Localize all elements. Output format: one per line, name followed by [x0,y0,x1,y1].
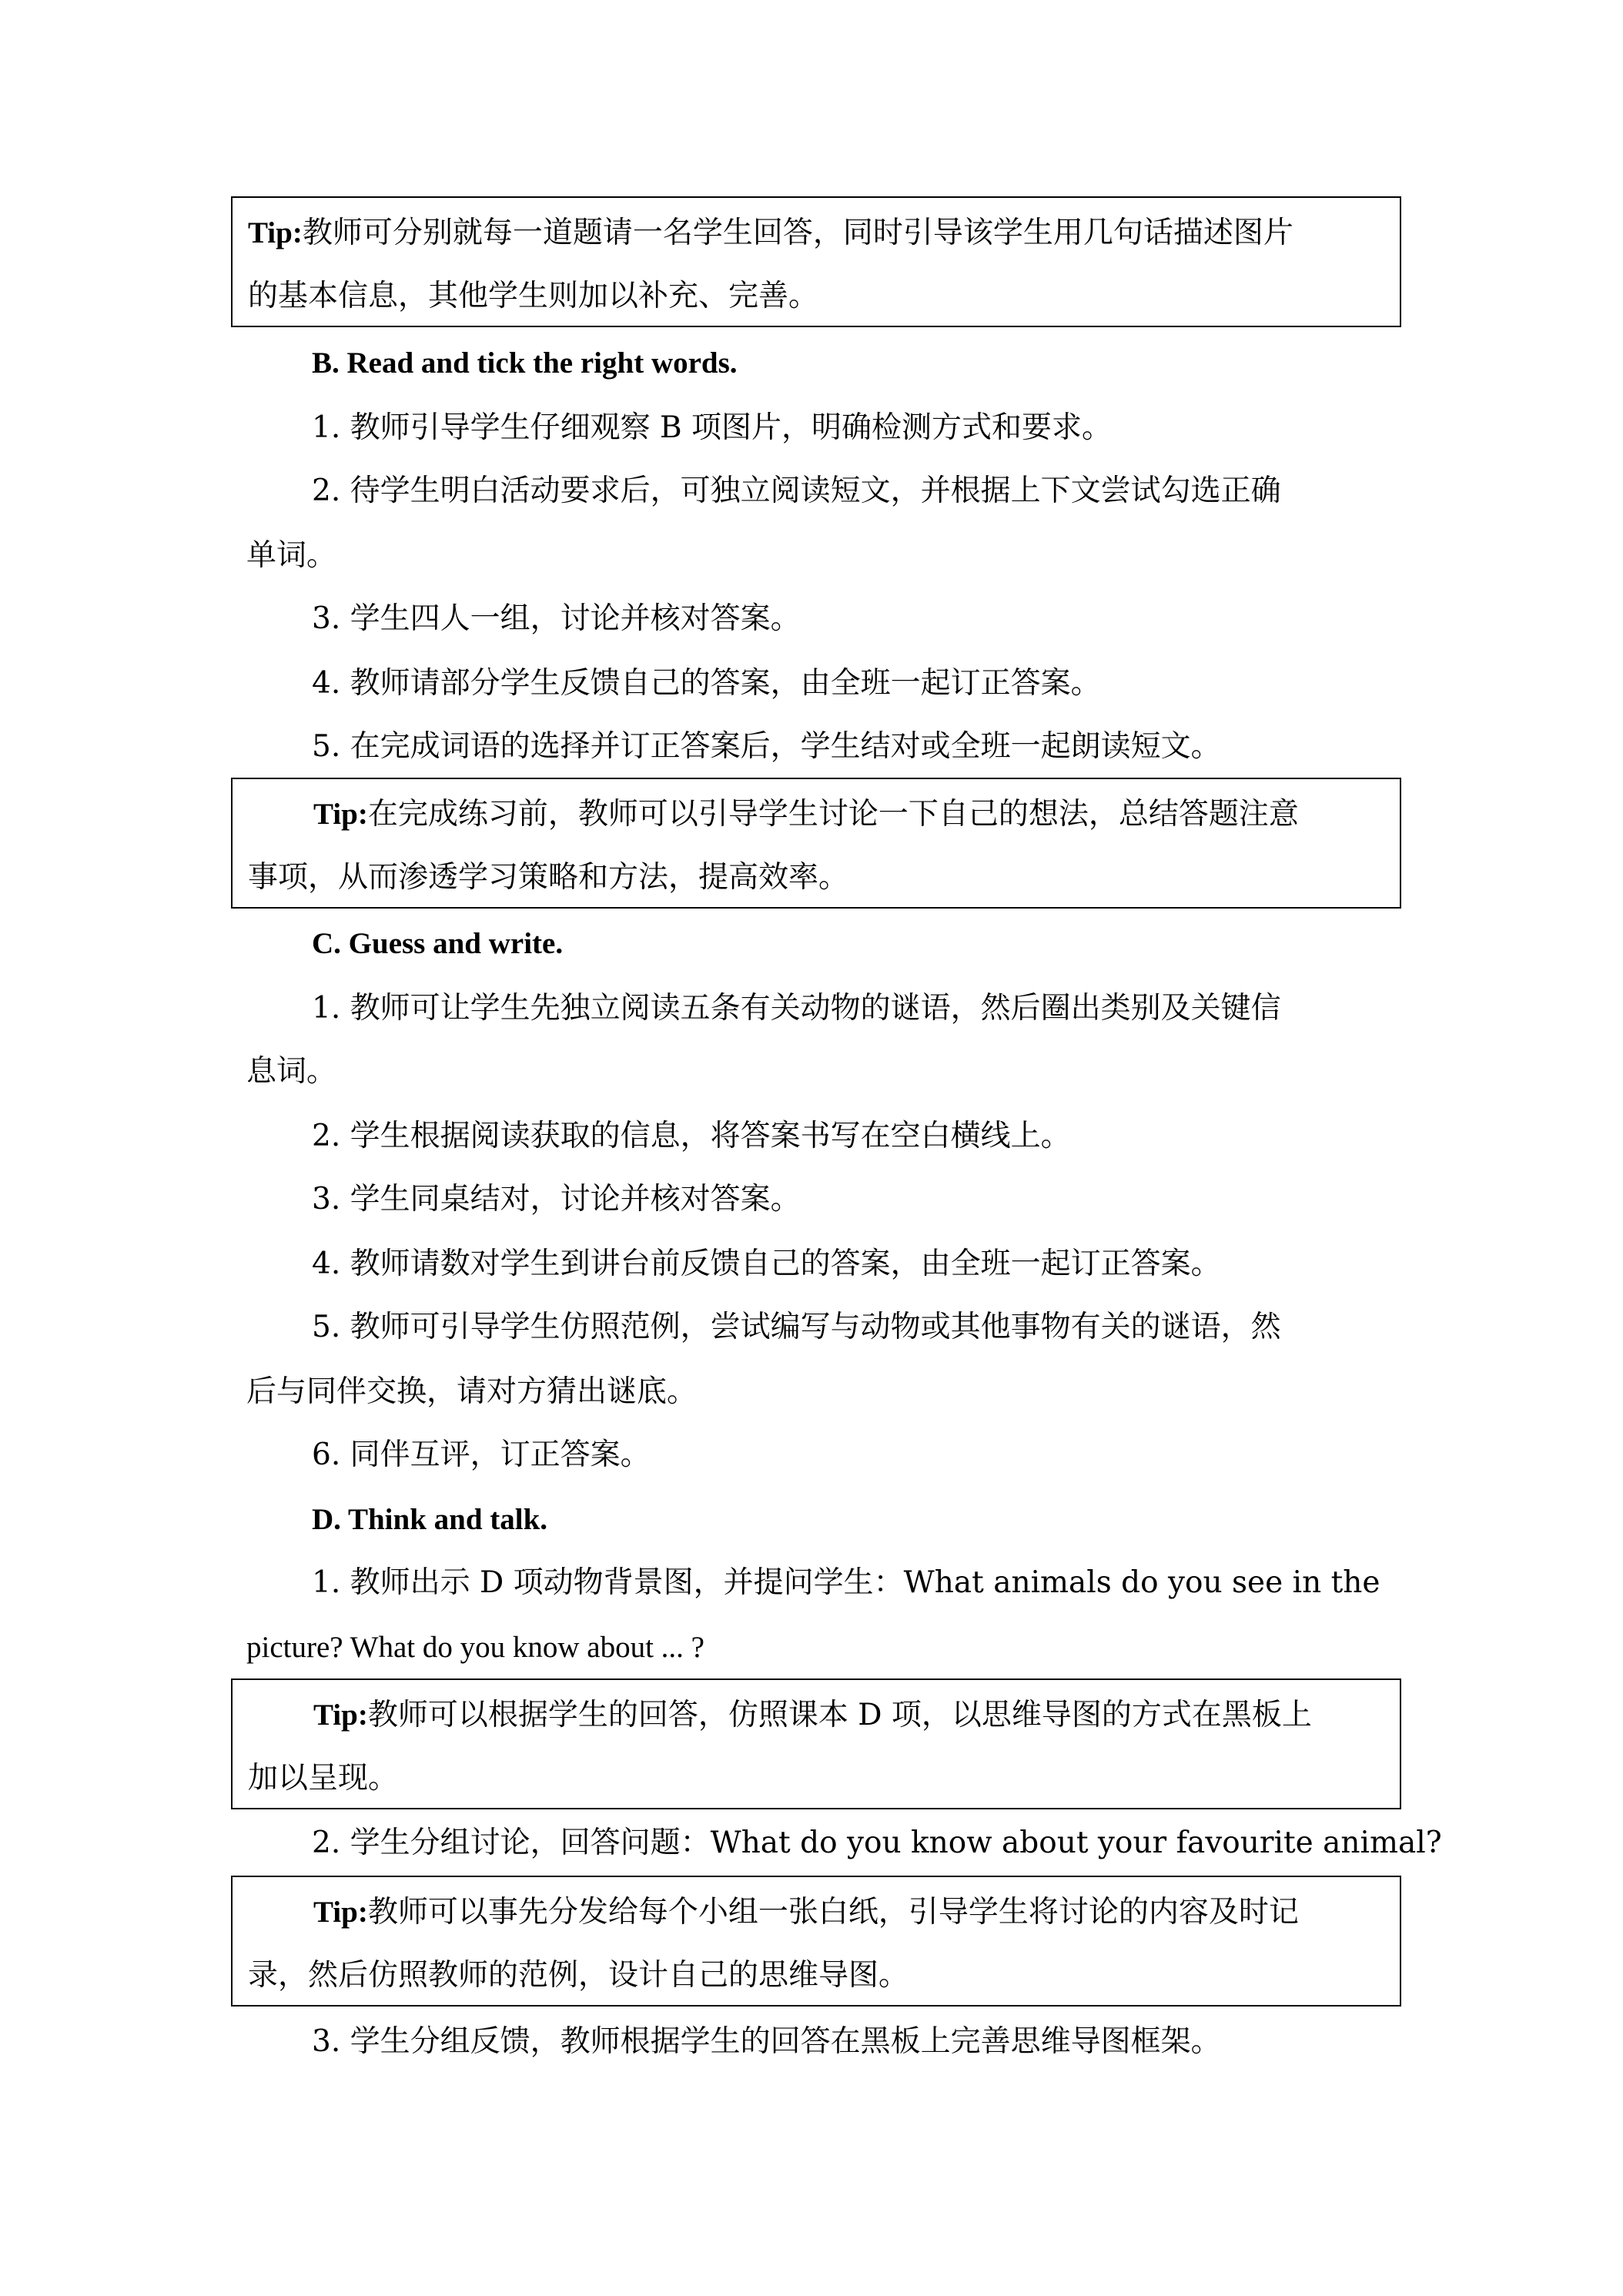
tip-4-line-1 [313,1894,1453,1931]
section-c-step-2: 2. 学生根据阅读获取的信息，将答案书写在空白横线上。 [312,1119,1071,1153]
tip-4-line-2: 录，然后仿照教师的范例，设计自己的思维导图。 [248,1958,909,1993]
tip-4-text-1: 教师可以事先分发给每个小组一张白纸，引导学生将讨论的内容及时记 [367,1895,1299,1930]
section-d-heading: D. Think and talk. [312,1503,548,1536]
tip-3-text-1: 教师可以根据学生的回答，仿照课本 D 项，以思维导图的方式在黑板上 [367,1698,1312,1732]
tip-box-1 [231,196,1401,327]
tip-4-label: Tip: [313,1896,368,1929]
tip-3-line-2: 加以呈现。 [248,1761,399,1796]
section-b-step-4: 4. 教师请部分学生反馈自己的答案，由全班一起订正答案。 [312,666,1101,701]
tip-2-line-1 [313,796,1453,833]
section-c-step-1-line-2: 息词。 [246,1054,337,1089]
tip-3-line-1 [313,1697,1453,1734]
tip-1-text-1: 教师可分别就每一道题请一名学生回答，同时引导该学生用几句话描述图片 [302,216,1293,250]
tip-2-text-1: 在完成练习前，教师可以引导学生讨论一下自己的想法，总结答题注意 [367,797,1299,832]
section-c-step-5-line-2: 后与同伴交换，请对方猜出谜底。 [246,1374,698,1409]
section-d-step-2: 2. 学生分组讨论，回答问题：What do you know about your favourite animal? [312,1826,1442,1860]
tip-3-label: Tip: [313,1699,368,1732]
tip-1-label: Tip: [248,216,303,249]
section-d-step-1-line-1: 1. 教师出示 D 项动物背景图，并提问学生：What animals do you see in the [312,1565,1380,1600]
section-d-step-1-line-2: picture? What do you know about ... ? [246,1631,704,1664]
section-d-step-3: 3. 学生分组反馈，教师根据学生的回答在黑板上完善思维导图框架。 [312,2024,1221,2059]
section-b-step-2-line-2: 单词。 [246,538,337,573]
tip-box-2 [231,778,1401,909]
section-c-step-3: 3. 学生同桌结对，讨论并核对答案。 [312,1182,801,1217]
section-c-step-1-line-1: 1. 教师可让学生先独立阅读五条有关动物的谜语，然后圈出类别及关键信 [312,991,1281,1026]
section-c-step-4: 4. 教师请数对学生到讲台前反馈自己的答案，由全班一起订正答案。 [312,1247,1221,1281]
section-b-heading: B. Read and tick the right words. [312,346,738,380]
section-c-heading: C. Guess and write. [312,927,564,960]
section-c-step-5-line-1: 5. 教师可引导学生仿照范例，尝试编写与动物或其他事物有关的谜语，然 [312,1310,1281,1344]
tip-1-line-1 [248,215,1387,252]
section-b-step-3: 3. 学生四人一组，讨论并核对答案。 [312,601,801,636]
section-b-step-1: 1. 教师引导学生仔细观察 B 项图片，明确检测方式和要求。 [312,410,1113,445]
tip-box-4 [231,1876,1401,2006]
section-b-step-5: 5. 在完成词语的选择并订正答案后，学生结对或全班一起朗读短文。 [312,729,1221,764]
section-c-step-6: 6. 同伴互评，订正答案。 [312,1438,651,1472]
tip-box-3 [231,1678,1401,1809]
tip-2-line-2: 事项，从而渗透学习策略和方法，提高效率。 [248,860,849,895]
section-b-step-2-line-1: 2. 待学生明白活动要求后，可独立阅读短文，并根据上下文尝试勾选正确 [312,474,1281,508]
tip-1-line-2: 的基本信息，其他学生则加以补充、完善。 [248,279,819,313]
tip-2-label: Tip: [313,798,368,831]
